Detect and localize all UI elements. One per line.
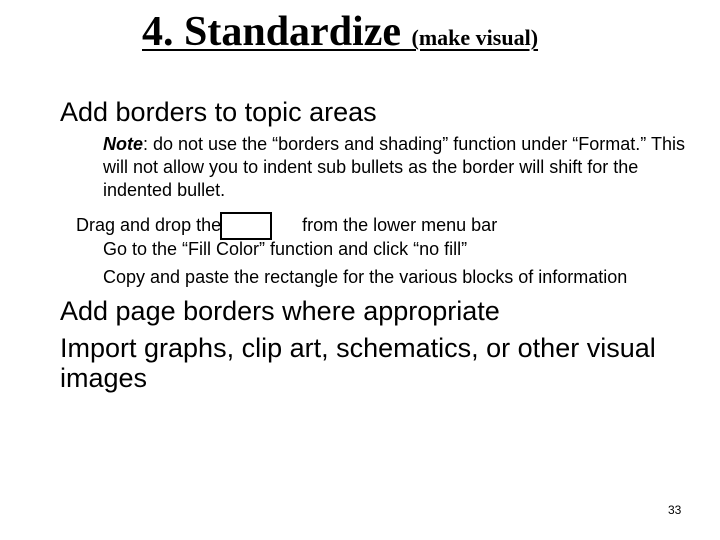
drag-drop-suffix: from the lower menu bar xyxy=(302,215,498,235)
sub-bullet-copy-paste: Copy and paste the rectangle for the various blocks of information xyxy=(103,267,628,287)
bullet-import-graphs: Import graphs, clip art, schematics, or other visual images xyxy=(60,333,656,393)
bullet-page-borders: Add page borders where appropriate xyxy=(60,296,500,326)
drag-drop-text: Drag and drop the xyxy=(76,215,222,235)
bullet-drag-drop xyxy=(76,212,497,240)
sub-bullet-note xyxy=(103,133,703,202)
page-number: 33 xyxy=(668,503,682,517)
title-main: 4. Standardize xyxy=(142,9,412,55)
rectangle-shape-icon xyxy=(220,212,272,240)
bullet-add-borders: Add borders to topic areas xyxy=(60,97,377,127)
sub-bullet-fill-color: Go to the “Fill Color” function and click “no fill” xyxy=(103,239,468,259)
title-subtitle: (make visual) xyxy=(411,25,539,50)
note-label: Note xyxy=(103,134,143,154)
slide-title xyxy=(142,8,538,56)
note-text: : do not use the “borders and shading” function under “Format.” This will not allow you to indent sub bullets as the border will shift for the indented bullet. xyxy=(103,134,685,200)
